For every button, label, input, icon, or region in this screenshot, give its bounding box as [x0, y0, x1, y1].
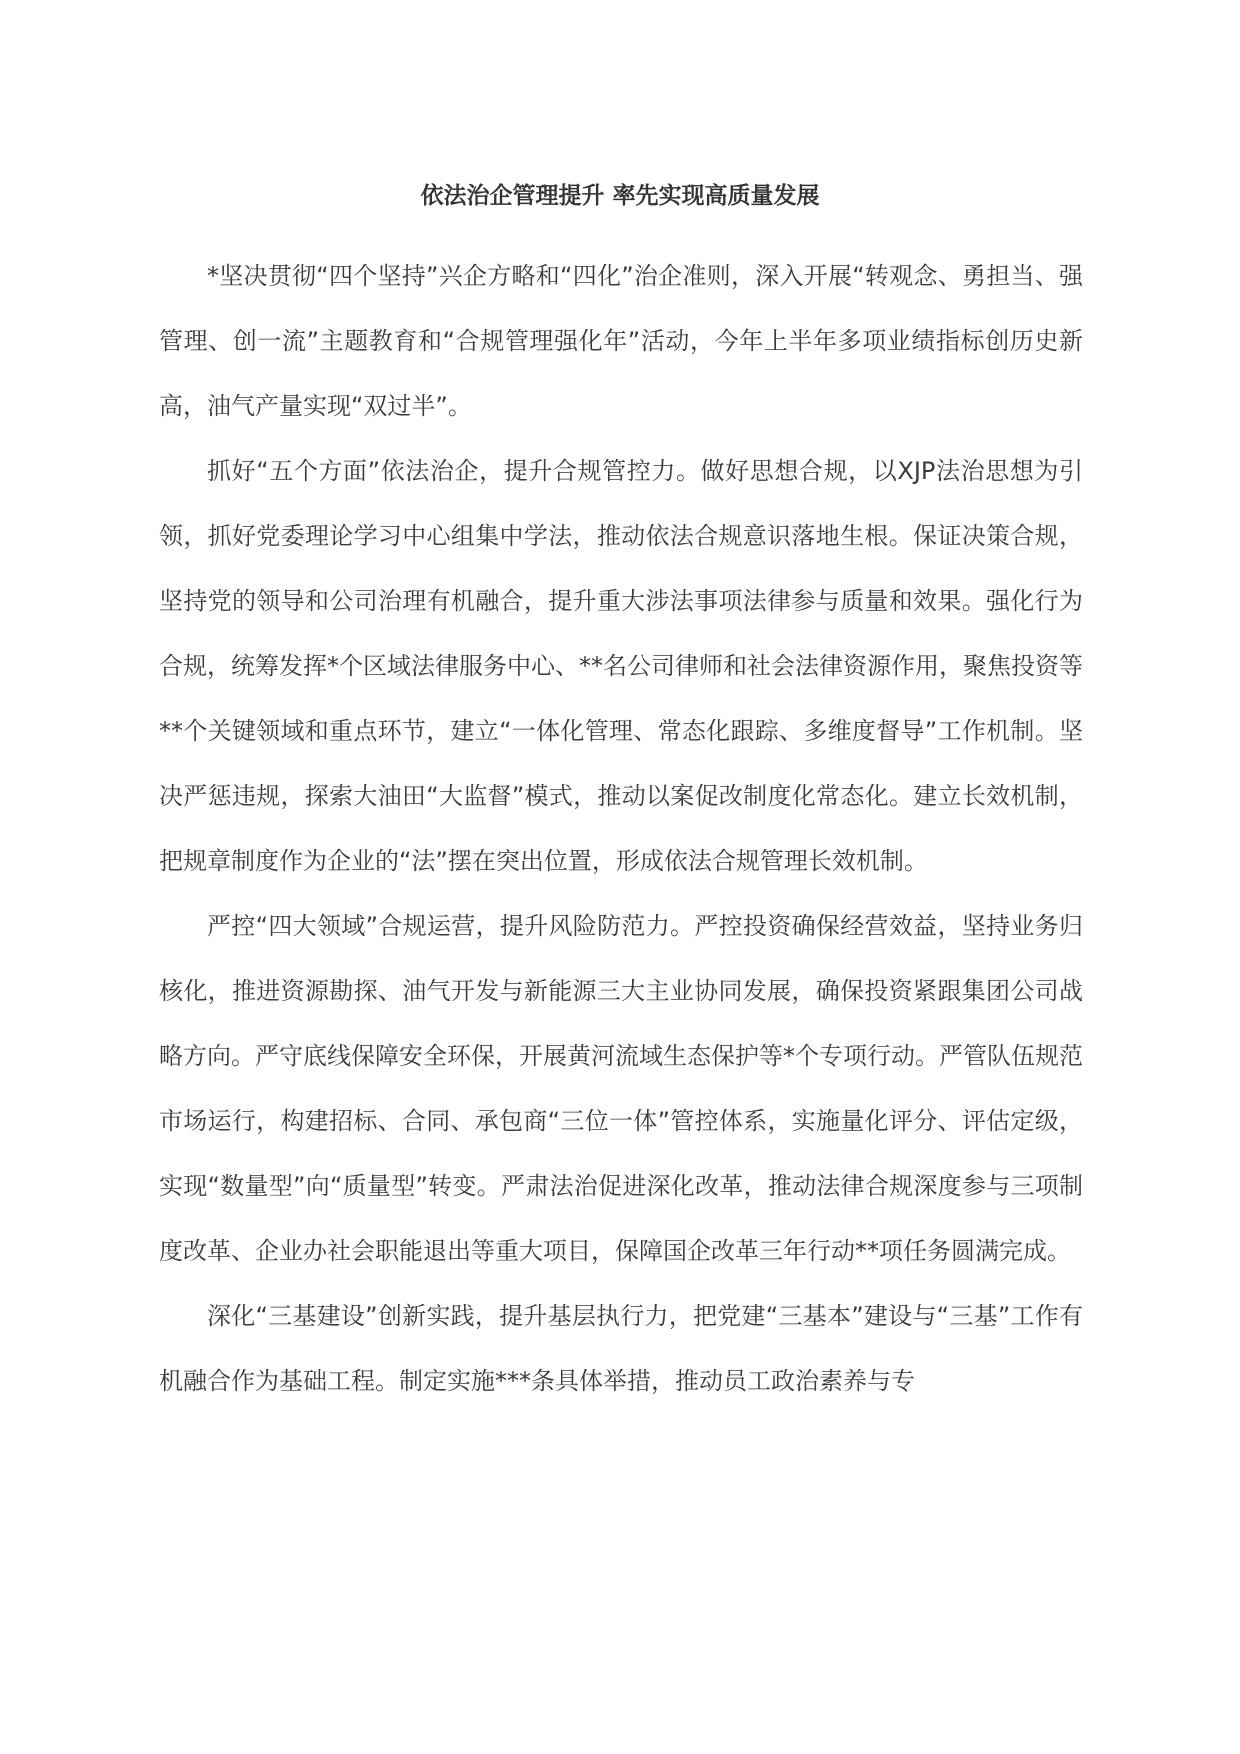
paragraph-five-aspects: 抓好“五个方面”依法治企，提升合规管控力。做好思想合规，以XJP法治思想为引领，抓好党委理论学习中心组集中学法，推动依法合规意识落地生根。保证决策合规，坚持党的领导和公司治理有机融合，提升重大涉法事项法律参与质量和效果。强化行为合规，统筹发挥*个区域法律服务中心、**名公司律师和社会法律资源作用，聚焦投资等**个关键领域和重点环节，建立“一体化管理、常态化跟踪、多维度督导”工作机制。坚决严惩违规，探索大油田“大监督”模式，推动以案促改制度化常态化。建立长效机制，把规章制度作为企业的“法”摆在突出位置，形成依法合规管理长效机制。	[159, 457, 1083, 875]
paragraph-four-domains: 严控“四大领域”合规运营，提升风险防范力。严控投资确保经营效益，坚持业务归核化，推进资源勘探、油气开发与新能源三大主业协同发展，确保投资紧跟集团公司战略方向。严守底线保障安全环保，开展黄河流域生态保护等*个专项行动。严管队伍规范市场运行，构建招标、合同、承包商“三位一体”管控体系，实施量化评分、评估定级，实现“数量型”向“质量型”转变。严肃法治促进深化改革，推动法律合规深度参与三项制度改革、企业办社会职能退出等重大项目，保障国企改革三年行动**项任务圆满完成。	[159, 912, 1083, 1265]
document-title: 依法治企管理提升 率先实现高质量发展	[420, 183, 820, 209]
paragraph-intro: *坚决贯彻“四个坚持”兴企方略和“四化”治企准则，深入开展“转观念、勇担当、强管理、创一流”主题教育和“合规管理强化年”活动，今年上半年多项业绩指标创历史新高，油气产量实现“双过半”。	[159, 262, 1083, 420]
document-body	[159, 244, 1083, 1414]
paragraph-three-basics: 深化“三基建设”创新实践，提升基层执行力，把党建“三基本”建设与“三基”工作有机融合作为基础工程。制定实施***条具体举措，推动员工政治素养与专	[159, 1302, 1083, 1395]
